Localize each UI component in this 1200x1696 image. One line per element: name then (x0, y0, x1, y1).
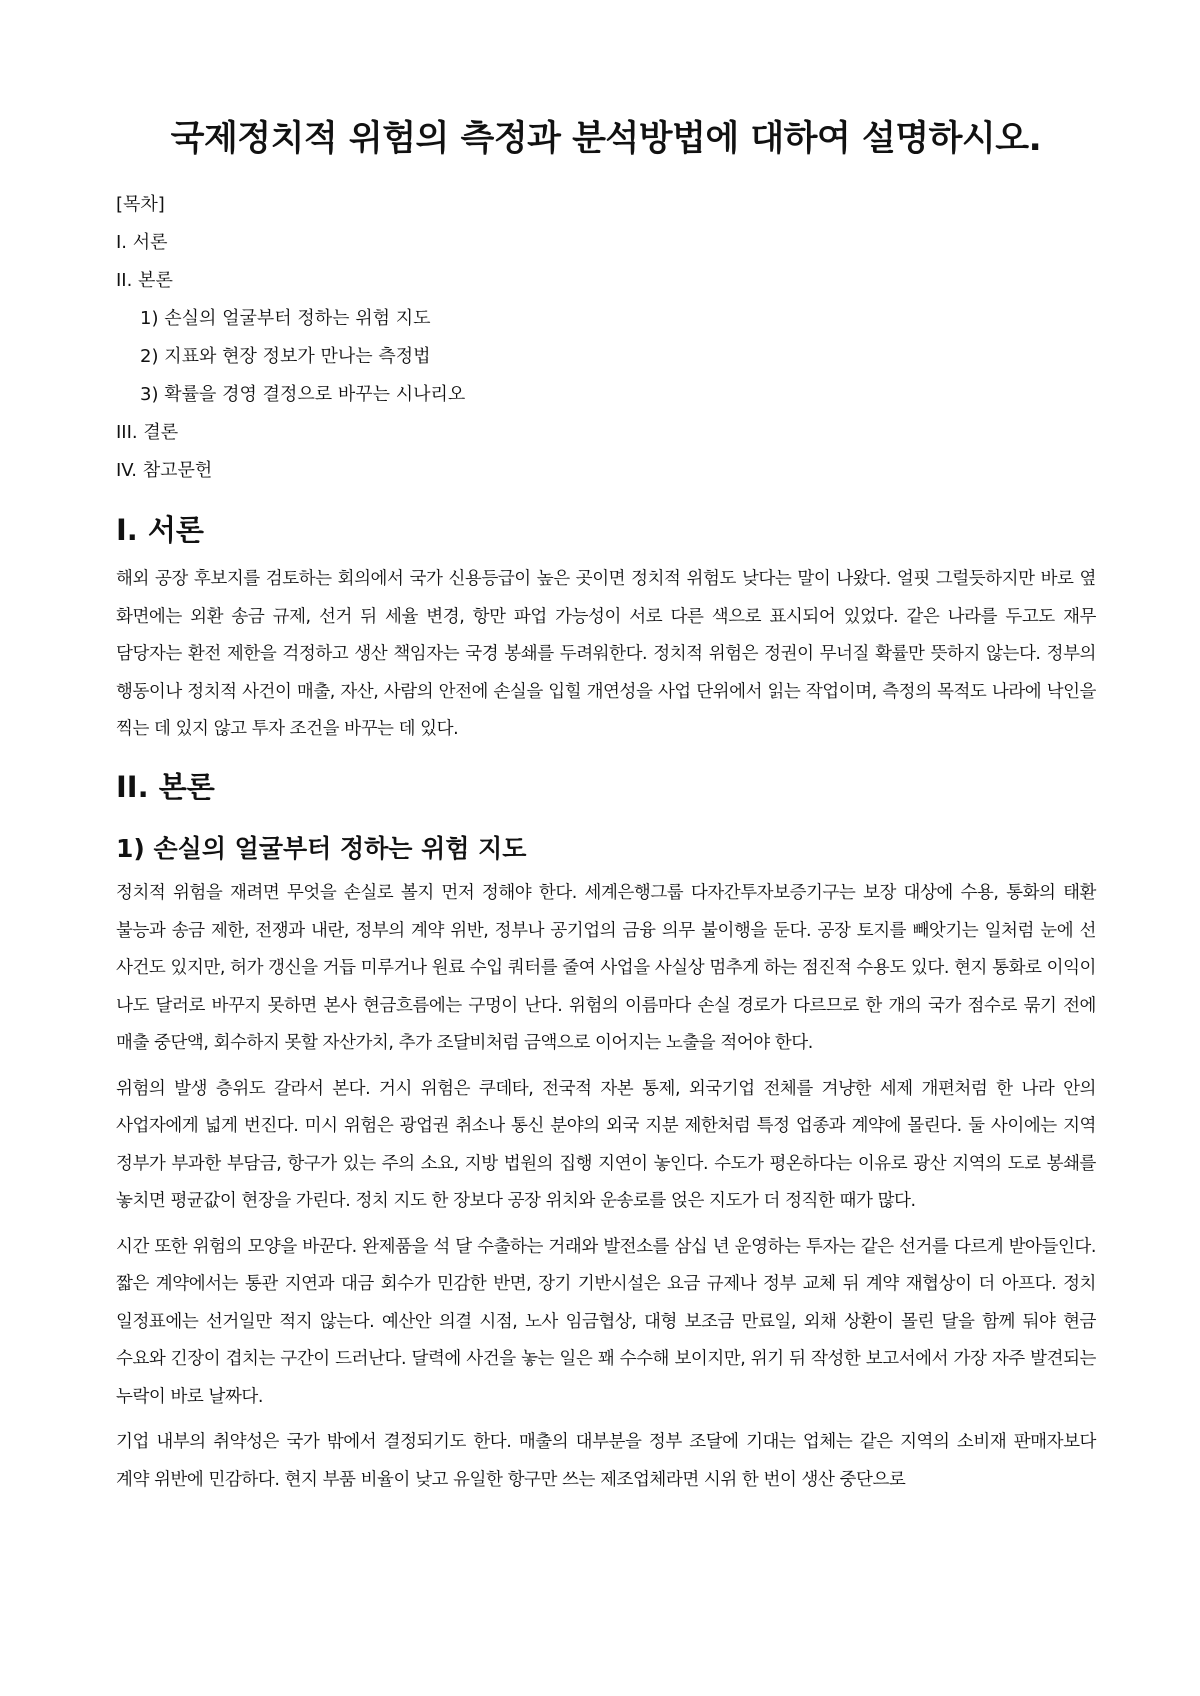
toc-item-conclusion: III. 결론 (116, 421, 179, 443)
intro-heading: I. 서론 (116, 512, 204, 547)
toc-item-body-2: 2) 지표와 현장 정보가 만나는 측정법 (140, 345, 431, 367)
body-heading: II. 본론 (116, 769, 215, 804)
intro-paragraph: 해외 공장 후보지를 검토하는 회의에서 국가 신용등급이 높은 곳이면 정치적 위험도 낮다는 말이 나왔다. 얼핏 그럴듯하지만 바로 옆 화면에는 외환 송금 규제, 선거 뒤 세율 변경, 항만 파업 가능성이 서로 다른 색으로 표시되어 있었다. 같은 나라를 두고도 재무 담당자는 환전 제한을 걱정하고 생산 책임자는 국경 봉쇄를 두려워한다. 정치적 위험은 정권이 무너질 확률만 뜻하지 않는다. 정부의 행동이나 정치적 사건이 매출, 자산, 사람의 안전에 손실을 입힐 개연성을 사업 단위에서 읽는 작업이며, 측정의 목적도 나라에 낙인을 찍는 데 있지 않고 투자 조건을 바꾸는 데 있다. (116, 569, 1096, 740)
toc-item-references: IV. 참고문헌 (116, 459, 213, 481)
toc-item-intro: I. 서론 (116, 231, 168, 253)
toc-item-body: II. 본론 (116, 269, 173, 291)
body-sub1-paragraph: 위험의 발생 층위도 갈라서 본다. 거시 위험은 쿠데타, 전국적 자본 통제, 외국기업 전체를 겨냥한 세제 개편처럼 한 나라 안의 사업자에게 넓게 번진다. 미시 위험은 광업권 취소나 통신 분야의 외국 지분 제한처럼 특정 업종과 계약에 몰린다. 둘 사이에는 지역 정부가 부과한 부담금, 항구가 있는 주의 소요, 지방 법원의 집행 지연이 놓인다. 수도가 평온하다는 이유로 광산 지역의 도로 봉쇄를 놓치면 평균값이 현장을 가린다. 정치 지도 한 장보다 공장 위치와 운송로를 얹은 지도가 더 정직한 때가 많다. (116, 1078, 1096, 1212)
body-sub1-paragraph: 기업 내부의 취약성은 국가 밖에서 결정되기도 한다. 매출의 대부분을 정부 조달에 기대는 업체는 같은 지역의 소비재 판매자보다 계약 위반에 민감하다. 현지 부품 비율이 낮고 유일한 항구만 쓰는 제조업체라면 시위 한 번이 생산 중단으로 (116, 1432, 1096, 1490)
body-sub1-paragraph: 시간 또한 위험의 모양을 바꾼다. 완제품을 석 달 수출하는 거래와 발전소를 삼십 년 운영하는 투자는 같은 선거를 다르게 받아들인다. 짧은 계약에서는 통관 지연과 대금 회수가 민감한 반면, 장기 기반시설은 요금 규제나 정부 교체 뒤 계약 재협상이 더 아프다. 정치 일정표에는 선거일만 적지 않는다. 예산안 의결 시점, 노사 임금협상, 대형 보조금 만료일, 외채 상환이 몰린 달을 함께 둬야 현금 수요와 긴장이 겹치는 구간이 드러난다. 달력에 사건을 놓는 일은 꽤 수수해 보이지만, 위기 뒤 작성한 보고서에서 가장 자주 발견되는 누락이 바로 날짜다. (116, 1236, 1096, 1407)
toc-item-body-1: 1) 손실의 얼굴부터 정하는 위험 지도 (140, 307, 431, 329)
table-of-contents (116, 186, 1096, 490)
toc-item-body-3: 3) 확률을 경영 결정으로 바꾸는 시나리오 (140, 383, 466, 405)
document-title: 국제정치적 위험의 측정과 분석방법에 대하여 설명하시오. (170, 119, 1042, 159)
body-sub1-paragraph: 정치적 위험을 재려면 무엇을 손실로 볼지 먼저 정해야 한다. 세계은행그룹 다자간투자보증기구는 보장 대상에 수용, 통화의 태환 불능과 송금 제한, 전쟁과 내란, 정부의 계약 위반, 정부나 공기업의 금융 의무 불이행을 둔다. 공장 토지를 빼앗기는 일처럼 눈에 선 사건도 있지만, 허가 갱신을 거듭 미루거나 원료 수입 쿼터를 줄여 사업을 사실상 멈추게 하는 점진적 수용도 있다. 현지 통화로 이익이 나도 달러로 바꾸지 못하면 본사 현금흐름에는 구멍이 난다. 위험의 이름마다 손실 경로가 다르므로 한 개의 국가 점수로 묶기 전에 매출 중단액, 회수하지 못할 자산가치, 추가 조달비처럼 금액으로 이어지는 노출을 적어야 한다. (116, 883, 1096, 1054)
toc-heading: [목차] (116, 193, 165, 215)
body-sub1-heading: 1) 손실의 얼굴부터 정하는 위험 지도 (116, 833, 527, 863)
